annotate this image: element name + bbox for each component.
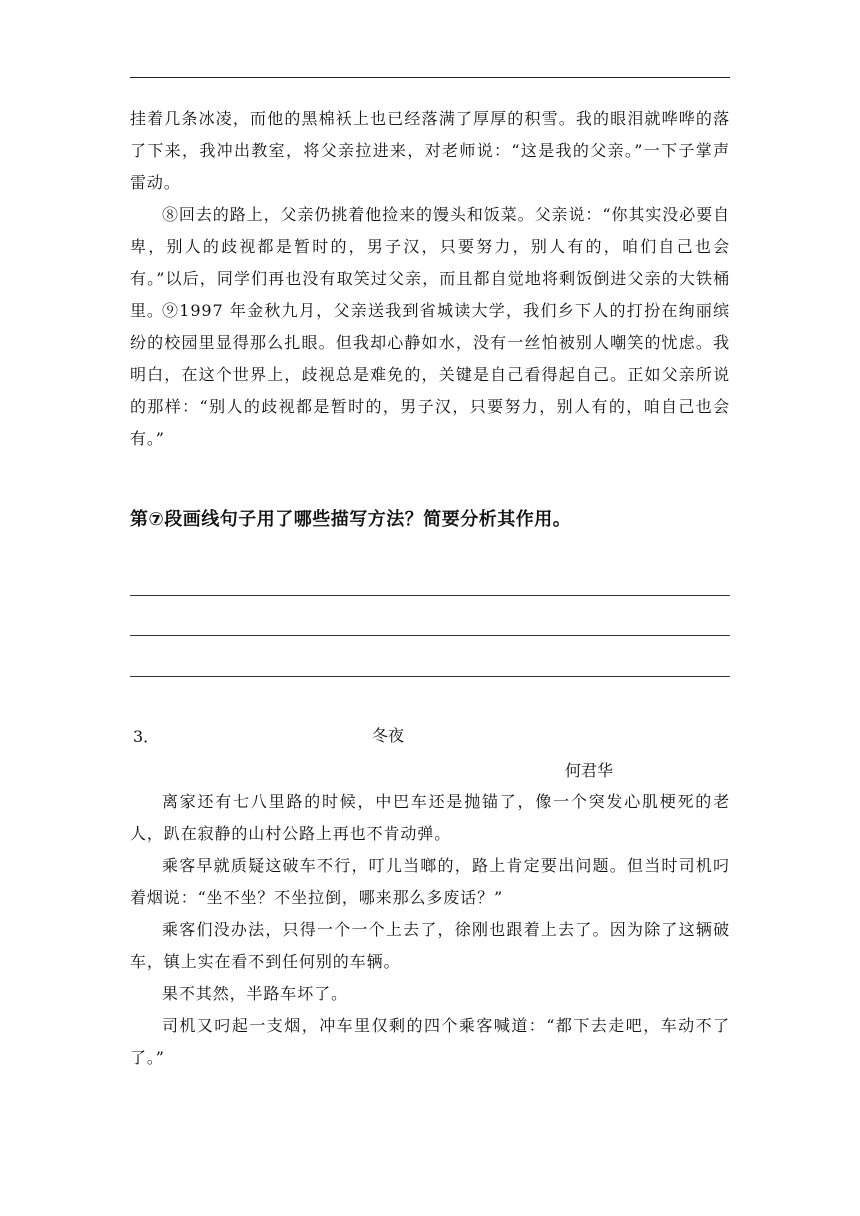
answer-line[interactable] [130,635,730,636]
paragraph-7-continuation: 挂着几条冰凌，而他的黑棉袄上也已经落满了厚厚的积雪。我的眼泪就哗哗的落了下来，我冲出教室，将父亲拉进来，对老师说：“这是我的父亲。”一下子掌声雷动。 [130,109,730,192]
passage-title: 冬夜 [372,726,405,745]
answer-line[interactable] [130,595,730,596]
question-number: 3． [133,727,160,746]
story-paragraph: 离家还有七八里路的时候，中巴车还是抛锚了，像一个突发心肌梗死的老人，趴在寂静的山村公路上再也不肯动弹。 [130,792,730,843]
paragraph-9: ⑨1997 年金秋九月，父亲送我到省城读大学，我们乡下人的打扮在绚丽缤纷的校园里显得那么扎眼。但我却心静如水，没有一丝怕被别人嘲笑的忧虑。我明白，在这个世界上，歧视总是难免的，关键是自己看得起自己。正如父亲所说的那样：“别人的歧视都是暂时的，男子汉，只要努力，别人有的，咱自己也会有。” [130,301,730,448]
story-paragraph: 果不其然，半路车坏了。 [162,984,348,1003]
story-paragraph: 司机又叼起一支烟，冲车里仅剩的四个乘客喊道：“都下去走吧，车动不了了。” [130,1016,730,1067]
paragraph-8: ⑧回去的路上，父亲仍挑着他捡来的馒头和饭菜。父亲说：“你其实没必要自卑，别人的歧视都是暂时的，男子汉，只要努力，别人有的，咱们自己也会有。”以后，同学们再也没有取笑过父亲，而且都自觉地将剩饭倒进父亲的大铁桶里。 [130,205,730,320]
story-paragraph: 乘客早就质疑这破车不行，叮儿当啷的，路上肯定要出问题。但当时司机叼着烟说：“坐不坐？不坐拉倒，哪来那么多废话？” [130,856,730,907]
story-paragraph: 乘客们没办法，只得一个一个上去了，徐刚也跟着上去了。因为除了这辆破车，镇上实在看不到任何别的车辆。 [130,920,730,971]
header-rule [130,77,730,78]
passage-author: 何君华 [565,761,614,780]
question-text: 第⑦段画线句子用了哪些描写方法？简要分析其作用。 [130,509,572,530]
answer-line[interactable] [130,676,730,677]
